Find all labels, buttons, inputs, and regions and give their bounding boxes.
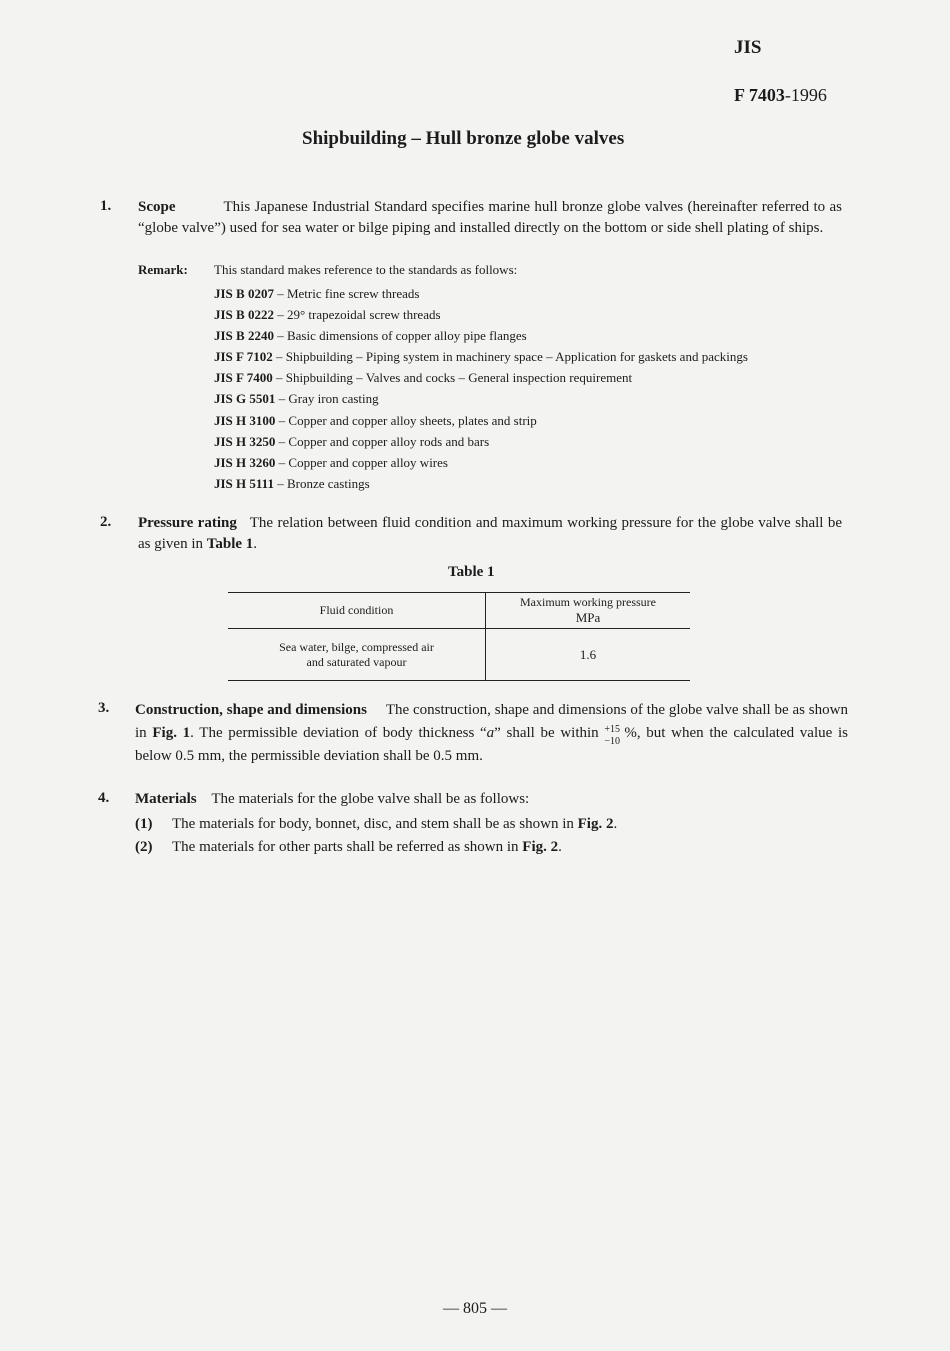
reference-title: Copper and copper alloy rods and bars [288,433,490,449]
section-2-heading: Pressure rating [138,515,237,531]
reference-code: JIS H 3250 [214,433,276,449]
reference-title: Metric fine screw threads [286,286,420,301]
reference-title: Gray iron casting [288,391,379,407]
page-title: Shipbuilding – Hull bronze globe valves [302,128,625,149]
fig-1-reference: Fig. 1 [152,725,191,741]
section-1-text: This Japanese Industrial Standard specifies marine hull bronze globe valves (hereinafter referred to as “globe valve”) used for sea water or bilge piping and installed directly on the bottom or side shell plating of ships. [138,199,842,236]
section-3-construction [135,699,848,768]
header-standard-number [734,85,827,106]
fluid-condition-line-1: Sea water, bilge, compressed air [279,639,434,654]
section-2-pressure-rating [138,513,842,555]
list-item-mark: (1) [135,816,153,832]
reference-dash: – [273,475,287,491]
reference-item [214,346,748,367]
list-item-text: The materials for other parts shall be referred as shown in [172,839,519,855]
reference-item [214,304,748,325]
list-item-text: The materials for body, bonnet, disc, and stem shall be as shown in [172,816,574,832]
reference-code: JIS B 0207 [214,286,274,301]
reference-dash: – [275,454,289,470]
reference-title: Copper and copper alloy wires [288,454,448,470]
reference-dash: – [273,307,287,323]
section-1-number: 1. [100,198,112,214]
section-1-heading: Scope [138,199,176,215]
reference-dash: – [275,391,289,407]
reference-code: JIS B 2240 [214,328,274,344]
section-2-text: The relation between fluid condition and maximum working pressure for the globe valve shall be as given in [138,515,843,552]
table-row [228,629,690,681]
tolerance-fraction [604,724,624,747]
reference-dash: – [275,412,289,428]
page-number: — 805 — [443,1300,507,1317]
reference-code: JIS B 0222 [214,307,274,323]
reference-item [214,283,748,304]
section-4-heading: Materials [135,791,197,807]
section-4-number: 4. [98,790,110,806]
reference-code: JIS H 3100 [214,412,276,428]
section-2-period: . [253,536,258,552]
reference-item [214,452,748,473]
table-1-reference: Table 1 [206,536,254,552]
reference-title: Basic dimensions of copper alloy pipe flanges [286,328,527,344]
section-4-materials [135,789,848,810]
reference-code: JIS G 5501 [214,391,276,407]
reference-item [214,410,748,431]
reference-title: Bronze castings [286,475,370,491]
section-3-number: 3. [98,700,110,716]
section-2-number: 2. [100,514,112,530]
reference-code: JIS F 7102 [214,349,273,365]
list-item [135,813,617,836]
body-thickness-variable: a [486,725,495,741]
reference-code: JIS F 7400 [214,370,273,386]
reference-item [214,431,748,452]
header-fluid-condition: Fluid condition [228,593,486,629]
list-item-mark: (2) [135,839,153,855]
reference-title: Shipbuilding – Piping system in machinery space – Application for gaskets and packings [285,349,748,365]
section-3-heading: Construction, shape and dimensions [135,702,367,718]
reference-dash: – [275,433,289,449]
standard-year: -1996 [784,85,827,105]
fig-2-reference: Fig. 2 [577,816,614,832]
header-max-working-pressure [486,593,691,629]
header-series: JIS [734,37,762,58]
list-item [135,836,617,859]
list-item-end: . [558,839,562,855]
reference-item [214,367,748,388]
reference-item [214,473,748,494]
table-1 [228,592,690,681]
tolerance-upper: +15 [604,724,621,735]
reference-title: 29° trapezoidal screw threads [286,307,441,323]
reference-code: JIS H 5111 [214,475,274,491]
section-3-text-c: ” shall be within [494,725,599,741]
table-1-caption: Table 1 [448,564,495,580]
reference-item [214,325,748,346]
section-3-text-a: The construction, shape and dimensions of the globe valve shall be as shown in [135,702,848,741]
standard-code: F 7403 [734,85,785,105]
section-4-text: The materials for the globe valve shall be as follows: [211,791,530,807]
table-header-row [228,593,690,629]
list-item-end: . [613,816,618,832]
fluid-condition-line-2: and saturated vapour [306,654,407,669]
reference-title: Copper and copper alloy sheets, plates and strip [288,412,537,428]
reference-dash: – [272,370,286,386]
reference-code: JIS H 3260 [214,454,276,470]
reference-dash: – [273,286,287,301]
referenced-standards-list [214,283,748,494]
cell-max-pressure: 1.6 [486,629,691,681]
cell-fluid-condition [228,629,486,681]
tolerance-lower: −10 [604,736,621,747]
fig-2-reference: Fig. 2 [522,839,559,855]
reference-title: Shipbuilding – Valves and cocks – General inspection requirement [285,370,633,386]
reference-dash: – [272,349,286,365]
reference-item [214,388,748,409]
remark-label: Remark: [138,262,188,277]
remark-intro: This standard makes reference to the standards as follows: [214,262,518,277]
header-pressure-label: Maximum working pressure [520,595,656,609]
header-pressure-unit: MPa [575,610,601,625]
materials-list [135,813,617,859]
section-3-text-b: . The permissible deviation of body thickness “ [190,725,487,741]
section-3-text-d: %, but when the calculated value is below 0.5 mm, the permissible deviation shall be 0.5 mm. [135,725,848,764]
section-1-scope [138,197,842,239]
reference-dash: – [273,328,287,344]
